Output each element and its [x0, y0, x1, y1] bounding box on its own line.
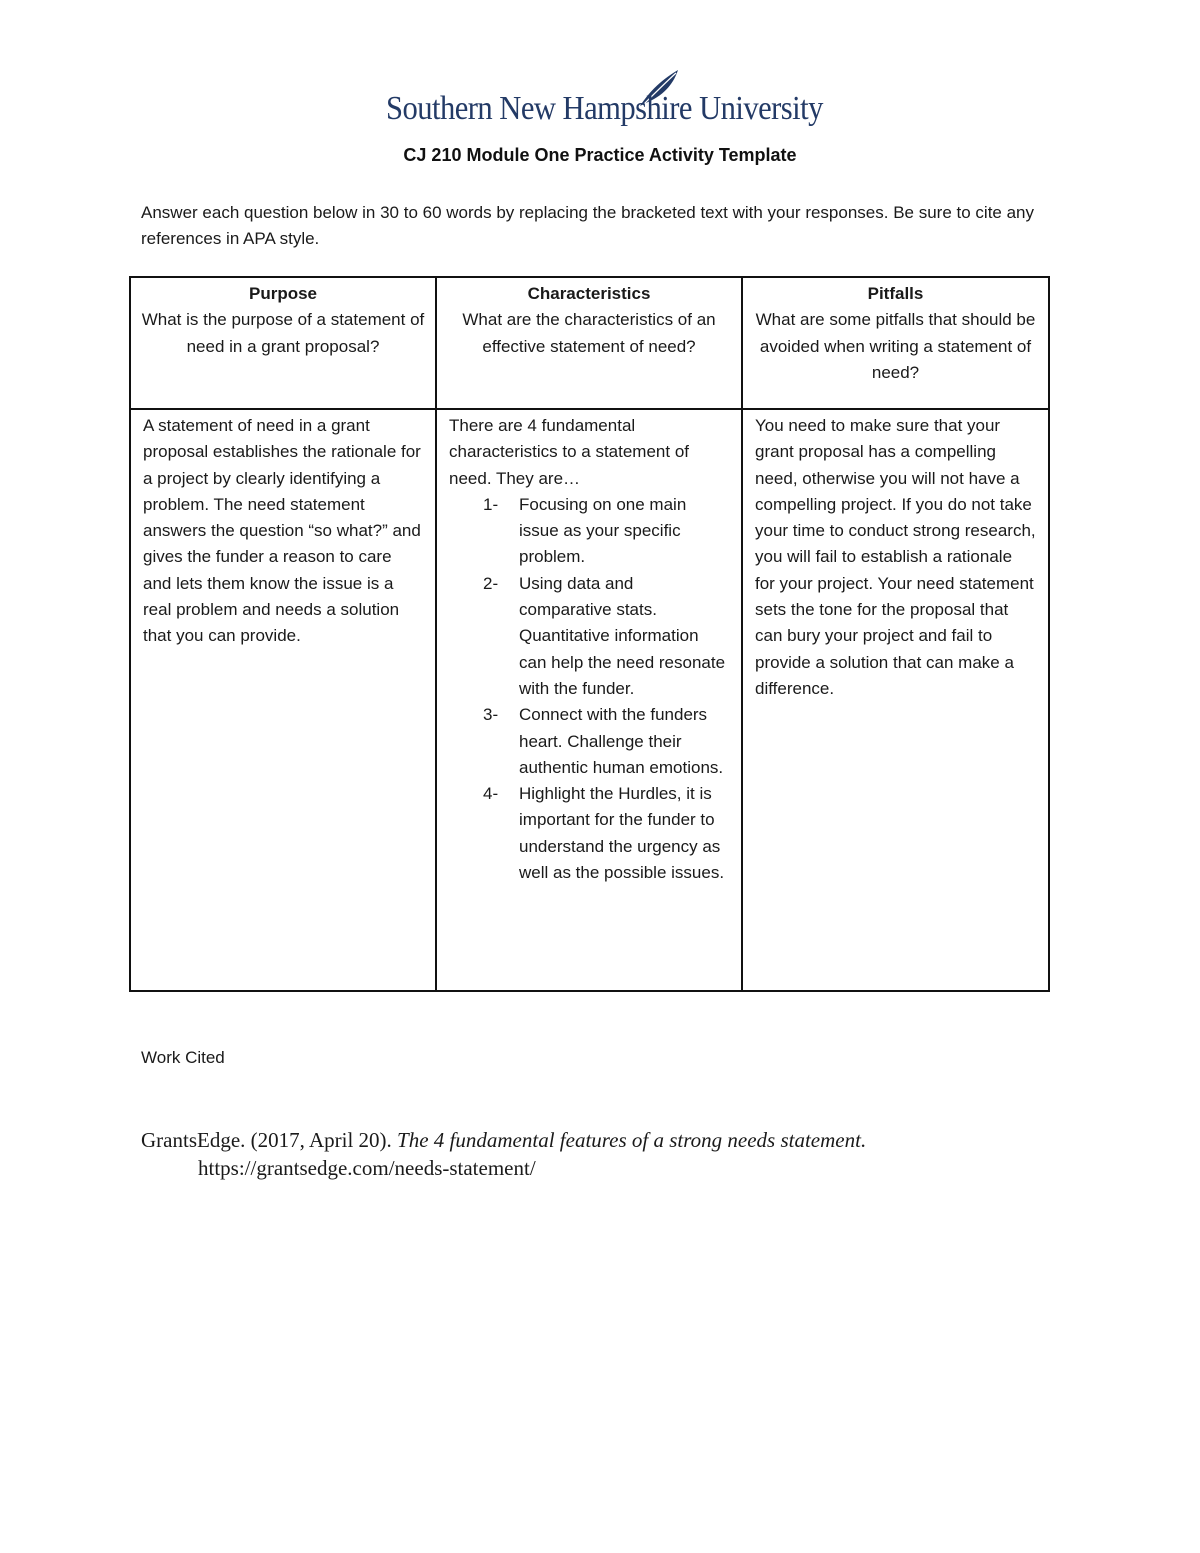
citation-url[interactable]: https://grantsedge.com/needs-statement/: [198, 1156, 536, 1180]
pitfalls-answer: You need to make sure that your grant proposal has a compelling need, otherwise you will not have a compelling project. If you do not take your time to conduct strong research, you will fail to establish a rationale for your project. Your need statement sets the tone for the proposal that can bury your project and fail to provide a solution that can make a difference.: [755, 416, 1036, 698]
list-item: [449, 702, 729, 781]
characteristics-intro: There are 4 fundamental characteristics to a statement of need. They are…: [449, 416, 689, 488]
pitfalls-answer-cell: [742, 409, 1049, 991]
list-item: [449, 781, 729, 886]
instructions-text: Answer each question below in 30 to 60 words by replacing the bracketed text with your responses. Be sure to cite any references in APA style.: [141, 203, 1034, 248]
characteristics-question: What are the characteristics of an effective statement of need?: [462, 310, 716, 356]
work-cited-heading: Work Cited: [141, 1048, 225, 1067]
activity-table: [129, 276, 1050, 992]
characteristics-column-title: Characteristics: [527, 284, 651, 303]
table-answer-row: [130, 409, 1049, 991]
citation-title: The 4 fundamental features of a strong needs statement.: [397, 1128, 867, 1152]
list-item-text: Using data and comparative stats. Quantitative information can help the need resonate with the funder.: [519, 573, 726, 698]
table-header-row: [130, 277, 1049, 409]
list-item-number: 2-: [483, 573, 499, 593]
list-item-number: 3-: [483, 705, 499, 725]
document-title: CJ 210 Module One Practice Activity Template: [403, 145, 797, 165]
list-item: [449, 571, 729, 702]
purpose-answer: A statement of need in a grant proposal establishes the rationale for a project by clearly identifying a problem. The need statement answers the question “so what?” and gives the funder a reason to care and lets them know the issue is a real problem and needs a solution that you can provide.: [143, 416, 421, 646]
list-item-text: Focusing on one main issue as your specific problem.: [519, 494, 687, 567]
citation-author-date: GrantsEdge. (2017, April 20).: [141, 1128, 398, 1152]
characteristics-list: [449, 492, 729, 886]
citation-entry: [141, 1126, 1041, 1182]
list-item-number: 1-: [483, 494, 499, 514]
logo-wordmark: Southern New Hampshire University: [386, 90, 823, 127]
pitfalls-header-cell: [742, 277, 1049, 409]
characteristics-header-cell: [436, 277, 742, 409]
list-item: [449, 492, 729, 571]
purpose-column-title: Purpose: [248, 284, 318, 303]
list-item-number: 4-: [483, 784, 499, 804]
characteristics-answer-cell: [436, 409, 742, 991]
university-logo: [386, 68, 823, 134]
pitfalls-column-title: Pitfalls: [867, 284, 924, 303]
pitfalls-question: What are some pitfalls that should be avoided when writing a statement of need?: [755, 310, 1036, 382]
list-item-text: Connect with the funders heart. Challenge their authentic human emotions.: [519, 705, 724, 777]
purpose-question: What is the purpose of a statement of need in a grant proposal?: [141, 310, 425, 356]
purpose-header-cell: [130, 277, 436, 409]
purpose-answer-cell: [130, 409, 436, 991]
list-item-text: Highlight the Hurdles, it is important for the funder to understand the urgency as well as the possible issues.: [519, 784, 725, 883]
